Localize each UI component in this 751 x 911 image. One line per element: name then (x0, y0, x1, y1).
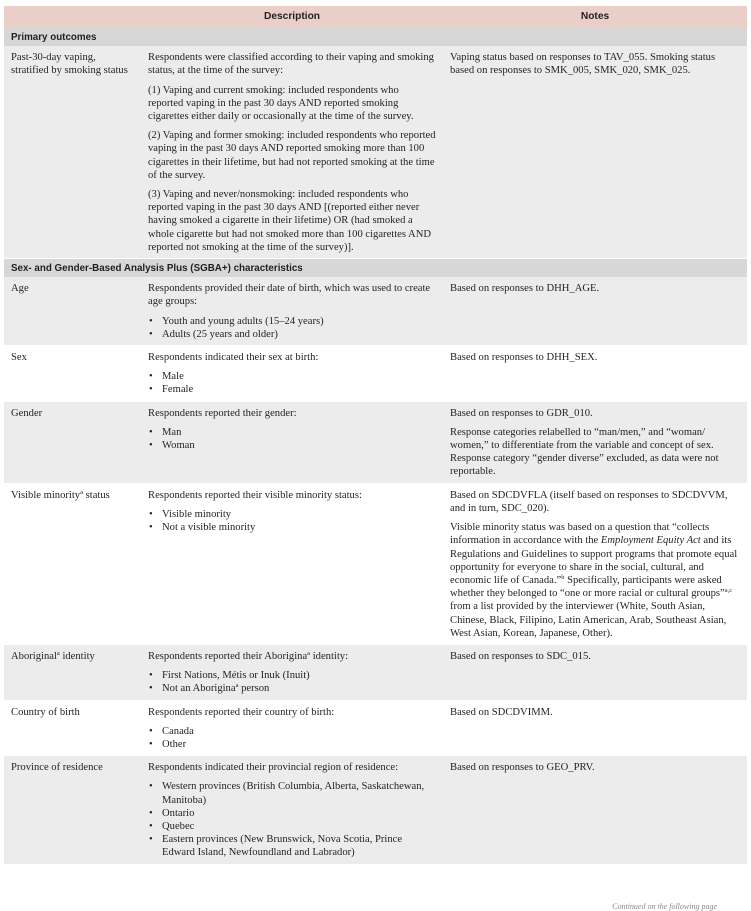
row-notes-visible-minority (443, 483, 747, 644)
section-row (4, 259, 747, 278)
bullet-list (148, 426, 436, 452)
row-label-sex: Sex (4, 346, 141, 402)
desc-category-2: (2) Vaping and former smoking: included respondents who reported vaping in the past 30 days AND reported smoking more than 100 cigarettes in their lifetime, but had not reported smoking at the time of the survey. (148, 130, 436, 181)
header-description: Description (141, 6, 443, 28)
section-primary-outcomes: Primary outcomes (4, 28, 747, 46)
desc-text: Respondents provided their date of birth, which was used to create age groups: (148, 283, 431, 308)
list-item: • Woman (162, 439, 436, 452)
notes-span: and its Regulations and Guidelines to support programs that promote equal opportunity for everyone to share in the social, cultural, and economic life of Canada.” (450, 535, 738, 586)
row-notes-gender (443, 401, 747, 483)
row-desc-visible-minority (141, 483, 443, 644)
section-row (4, 28, 747, 46)
header-notes: Notes (443, 6, 747, 28)
item-span: person (238, 683, 270, 695)
bullet-list (148, 780, 436, 859)
row-notes-province: Based on responses to GEO_PRV. (443, 756, 747, 864)
list-item: • Adults (25 years and older) (162, 328, 436, 341)
row-notes-country-of-birth: Based on SDCDVIMM. (443, 700, 747, 756)
list-item: • Youth and young adults (15–24 years) (162, 315, 436, 328)
footnote-marker: a (56, 649, 60, 657)
table-row (4, 700, 747, 756)
list-item: • First Nations, Métis or Inuk (Inuit) (162, 669, 436, 682)
item-span: Not an Aborigina (162, 683, 236, 695)
row-label-aboriginal (4, 644, 141, 700)
desc-text: Respondents reported their country of birth: (148, 706, 335, 718)
footnote-marker: a (80, 488, 83, 496)
list-item: • Quebec (162, 820, 436, 833)
desc-span: identity: (310, 650, 349, 662)
list-item: • Not a visible minority (162, 521, 436, 534)
desc-text: Respondents indicated their sex at birth: (148, 352, 319, 364)
desc-text: Respondents reported their gender: (148, 407, 297, 419)
header-col1 (4, 6, 141, 28)
row-desc-aboriginal (141, 644, 443, 700)
bullet-list (148, 725, 436, 751)
desc-text: Respondents indicated their provincial region of residence: (148, 762, 399, 774)
list-item: • Female (162, 383, 436, 396)
bullet-list (148, 370, 436, 396)
bullet-list (148, 669, 436, 695)
row-notes-vaping: Vaping status based on responses to TAV_055. Smoking status based on responses to SMK_005, SMK_020, SMK_025. (443, 46, 747, 258)
table-row (4, 46, 747, 258)
label-text: Visible minority (11, 489, 81, 501)
list-item: • Western provinces (British Columbia, Alberta, Saskatchewan, Manitoba) (162, 780, 436, 806)
variables-table (4, 6, 747, 865)
row-desc-gender (141, 401, 443, 483)
row-desc-province (141, 756, 443, 864)
table-row (4, 277, 747, 345)
list-item: • Ontario (162, 807, 436, 820)
row-desc-sex (141, 346, 443, 402)
list-item: • Eastern provinces (New Brunswick, Nova Scotia, Prince Edward Island, Newfoundland and Labrador) (162, 833, 436, 859)
footnote-marker: b (561, 573, 565, 581)
row-label-vaping: Past-30-day vaping, stratified by smoking status (4, 46, 141, 258)
desc-intro: Respondents were classified according to their vaping and smoking status, at the time of the survey: (148, 52, 434, 77)
label-text: status (83, 489, 110, 501)
act-name: Employment Equity Act (600, 535, 701, 547)
notes-span: from a list provided by the interviewer (White, South Asian, Chinese, Black, Filipino, Latin American, Arab, Southeast Asian, West Asian, Korean, Japanese, Other). (450, 601, 727, 639)
table-row (4, 644, 747, 700)
notes-span: Specifically, participants were asked whether they belonged to “one or more racial or cultural groups” (450, 574, 725, 600)
list-item (162, 682, 436, 695)
table-row (4, 401, 747, 483)
row-desc-vaping (141, 46, 443, 258)
bullet-list (148, 508, 436, 534)
footnote-marker: a,c (724, 587, 733, 595)
desc-category-3: (3) Vaping and never/nonsmoking: included respondents who reported vaping in the past 30 days AND [(reported either never having smoked a cigarette in their lifetime) OR (had smoked a whole cigarette but had not smoked more than 100 cigarettes AND reported not smoking at the time of the survey)]. (148, 189, 432, 253)
row-desc-age (141, 277, 443, 345)
label-text: Aboriginal (11, 650, 57, 662)
list-item: • Other (162, 738, 436, 751)
row-notes-aboriginal: Based on responses to SDC_015. (443, 644, 747, 700)
row-notes-sex: Based on responses to DHH_SEX. (443, 346, 747, 402)
label-text: identity (59, 650, 95, 662)
table-row (4, 483, 747, 644)
table-row (4, 346, 747, 402)
notes-text: Response categories relabelled to “man/men,” and “woman/ women,” to differentiate from the variable and concept of sex. Response category “gender diverse” excluded, as data were not reportable. (450, 426, 719, 478)
notes-text: Based on responses to GDR_010. (450, 407, 593, 419)
footnote-marker: a (235, 682, 239, 690)
bullet-list (148, 315, 436, 341)
row-label-visible-minority (4, 483, 141, 644)
table-row (4, 756, 747, 864)
desc-text: Respondents reported their visible minority status: (148, 489, 362, 501)
footnote-marker: a (307, 649, 311, 657)
notes-span: Visible minority status was based on a question that “collects information in accordance with the (450, 522, 710, 547)
continued-note: Continued on the following page (612, 902, 717, 911)
notes-text: Based on SDCDVFLA (itself based on responses to SDCDVVM, and in turn, SDC_020). (450, 489, 728, 514)
desc-span: Respondents reported their Aborigina (148, 650, 308, 662)
desc-text (148, 650, 436, 663)
list-item: • Man (162, 426, 436, 439)
notes-text (450, 521, 740, 640)
list-item: • Male (162, 370, 436, 383)
row-label-age: Age (4, 277, 141, 345)
row-desc-country-of-birth (141, 700, 443, 756)
row-notes-age: Based on responses to DHH_AGE. (443, 277, 747, 345)
section-sgba: Sex- and Gender-Based Analysis Plus (SGBA+) characteristics (4, 259, 747, 278)
table-header (4, 6, 747, 28)
row-label-country-of-birth: Country of birth (4, 700, 141, 756)
row-label-gender: Gender (4, 401, 141, 483)
list-item: • Canada (162, 725, 436, 738)
list-item: • Visible minority (162, 508, 436, 521)
row-label-province: Province of residence (4, 756, 141, 864)
desc-category-1: (1) Vaping and current smoking: included respondents who reported vaping in the past 30 days AND reported smoking cigarettes either daily or occasionally at the time of the survey. (148, 84, 414, 123)
